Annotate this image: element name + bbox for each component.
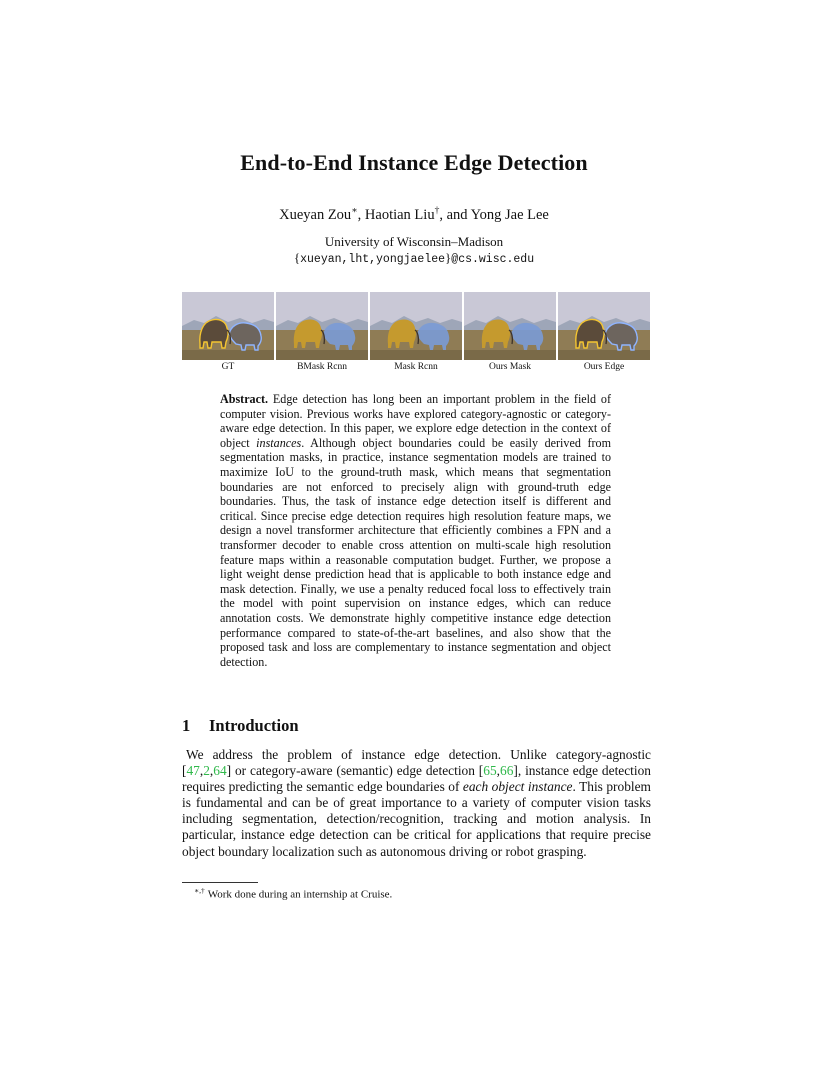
author-separator: ,	[357, 206, 365, 223]
author-mark: ∗	[351, 206, 358, 216]
body-text: , instance edge detection requires predicting the semantic edge boundaries of	[182, 763, 652, 795]
citation-comma: ,	[199, 763, 204, 779]
field-foreground	[370, 350, 462, 360]
abstract	[220, 392, 611, 669]
abstract-text: . Although object boundaries could be easily derived from segmentation masks, in practice, instance segmentation models are trained to maximize IoU to the ground-truth mask, which means that segmentation boundaries are not enforced to precisely align with ground-truth edge boundaries. Thus, the task of instance edge detection itself is different and critical. Since precise edge detection requires high resolution feature maps, we design a novel transformer architecture that efficiently combines a FPN and a transformer decoder to enable cross attention on multi-scale high resolution feature maps within a reasonable computation budget. Further, we propose a light weight dense prediction head that is applicable to both instance edge and mask detection. Finally, we use a penalty reduced focal loss to effectively train the model with point supervision on instance edges, which can reduce annotation costs. We demonstrate highly competitive instance edge detection performance compared to state-of-the-art baselines, and also show that the proposed task and loss are complementary to instance segmentation and object detection.	[220, 435, 612, 669]
figure-panel-image	[370, 292, 462, 360]
body-text: or category-aware (semantic) edge detection	[231, 763, 479, 779]
body-text: We address the problem of instance edge detection. Unlike category-agnostic	[186, 747, 651, 762]
citation-link[interactable]: 64	[213, 763, 227, 779]
figure-panel-image	[182, 292, 274, 360]
citation-link[interactable]: 47	[186, 763, 200, 779]
elephant-photo	[276, 292, 368, 360]
author-name: Yong Jae Lee	[470, 206, 549, 223]
field-foreground	[558, 350, 650, 360]
citation-bracket: ]	[513, 763, 518, 779]
paper-title: End-to-End Instance Edge Detection	[240, 150, 588, 175]
email-domain: @cs.wisc.edu	[451, 253, 535, 266]
elephant-photo	[558, 292, 650, 360]
citation-bracket: [	[182, 763, 187, 779]
figure-caption: Ours Edge	[583, 362, 625, 372]
author-mark: †	[434, 206, 440, 216]
figure-panel	[558, 292, 650, 372]
author-email	[0, 250, 828, 266]
affiliation: University of Wisconsin–Madison	[324, 234, 504, 249]
email-brace-close: }	[445, 250, 452, 265]
figure-panel-image	[464, 292, 556, 360]
abstract-label: Abstract.	[220, 392, 269, 406]
figure-caption: BMask Rcnn	[297, 362, 347, 372]
figure-panel-image	[276, 292, 368, 360]
citation-bracket: [	[478, 763, 484, 779]
email-brace-open: {	[293, 250, 301, 265]
body-emphasis: each object instance	[462, 779, 573, 795]
footnote-mark: ∗,†	[194, 886, 205, 895]
elephant-photo	[464, 292, 556, 360]
abstract-emphasis: instances	[256, 435, 302, 450]
figure-caption: Ours Mask	[489, 362, 531, 372]
author-separator: , and	[439, 206, 471, 223]
citation-comma: ,	[209, 763, 214, 779]
teaser-figure	[182, 292, 650, 372]
section-heading	[182, 716, 299, 736]
author-list	[0, 205, 828, 224]
author-name: Haotian Liu	[364, 206, 435, 223]
citation-link[interactable]: 65	[483, 763, 497, 779]
figure-panel	[276, 292, 368, 372]
figure-panel	[464, 292, 556, 372]
elephant-photo	[370, 292, 462, 360]
figure-panel-image	[558, 292, 650, 360]
figure-panel	[182, 292, 274, 372]
field-foreground	[182, 350, 274, 360]
abstract-text: Edge detection has long been an important problem in the field of computer vision. Previous works have explored category-agnostic or category-aware edge detection. In this paper, we explore edge detection in the context of object	[220, 392, 611, 450]
author-name: Xueyan Zou	[279, 206, 352, 223]
citation-comma: ,	[496, 763, 501, 779]
footnote	[182, 886, 392, 901]
elephant-photo	[182, 292, 274, 360]
section-number: 1	[182, 716, 191, 735]
figure-panel	[370, 292, 462, 372]
section-title: Introduction	[209, 716, 299, 735]
field-foreground	[464, 350, 556, 360]
figure-caption: GT	[221, 362, 235, 372]
email-ids: xueyan,lht,yongjaelee	[300, 253, 446, 266]
intro-paragraph	[182, 747, 651, 860]
figure-caption: Mask Rcnn	[394, 362, 438, 372]
field-foreground	[276, 350, 368, 360]
citation-link[interactable]: 2	[203, 763, 210, 779]
footnote-rule	[182, 882, 258, 883]
citation-bracket: ]	[226, 763, 232, 779]
body-text: . This problem is fundamental and can be of great importance to a variety of computer vision tasks including segmentation, detection/recognition, tracking and motion analysis. In particular, instance edge detection can be critical for applications that require precise object boundary localization such as autonomous driving or robot grasping.	[182, 779, 651, 859]
footnote-text: Work done during an internship at Cruise.	[207, 888, 393, 901]
citation-link[interactable]: 66	[500, 763, 514, 779]
